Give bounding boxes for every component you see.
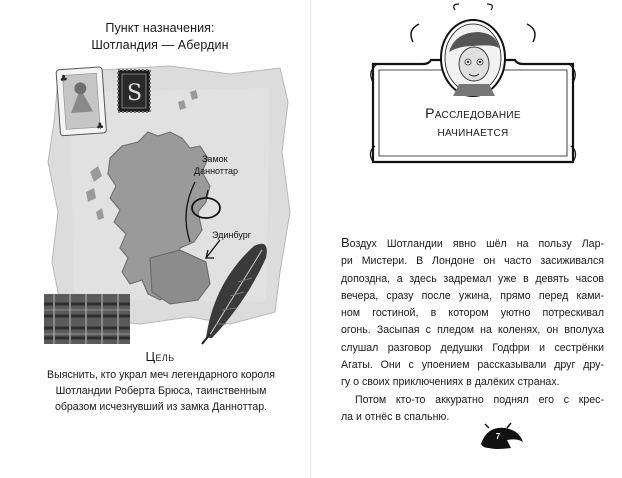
map-label-castle: Замок: [202, 154, 228, 164]
svg-text:♣: ♣: [95, 121, 105, 133]
text-line: ном гостиной, в котором уютно потрескивал: [341, 307, 604, 320]
map-label-castle: Данноттар: [194, 166, 239, 176]
text-line: Агаты. Они с упоением рассказывали друг дру-: [341, 359, 604, 372]
tartan-plaid: [44, 294, 130, 344]
chapter-title-line: начинается: [437, 123, 509, 139]
text-line: огонь. Засыпая с пледом на коленях, он вполуха: [341, 324, 604, 337]
page-number: 7: [495, 432, 501, 441]
stamp: [118, 70, 150, 112]
paragraph: [341, 392, 604, 427]
goal-text-line: образом исчезнувший из замка Даннoттар.: [54, 401, 268, 413]
king-card: [56, 67, 106, 136]
destination-title-line: Пункт назначения:: [105, 21, 215, 35]
chapter-title: [393, 104, 553, 140]
map-collage: [30, 62, 295, 352]
destination-title: [60, 20, 260, 54]
drop-cap: В: [341, 235, 350, 250]
destination-title-line: Шотландия — Абердин: [91, 38, 229, 52]
text-line: вечера, сразу после ужина, прямо перед ками-: [341, 289, 604, 302]
goal-text-line: Шотландии Роберта Брюса, таинственным: [55, 385, 267, 397]
goal-text: [25, 367, 297, 415]
text-line-content: оздух Шотландии явно шёл на пользу Лар-: [349, 238, 604, 250]
text-line: допоздна, а здесь задремал уже в девять часов: [341, 272, 604, 285]
chapter-title-line: Расследование: [425, 105, 521, 121]
text-line: ла и отнёс в спальню.: [341, 410, 450, 423]
text-line: [341, 234, 604, 253]
goal-title: Цель: [145, 349, 175, 364]
text-line: Потом кто-то аккуратно поднял его с крес-: [355, 393, 604, 406]
chapter-frame: [363, 2, 583, 172]
text-line: ри Мистери. В Лондоне он часто засиживался: [341, 255, 604, 268]
text-line: слушал разговор дедушки Годфри и сестрёнки: [341, 341, 604, 354]
text-line: гу о своих приключениях в далёких странах.: [341, 376, 560, 389]
paragraph: [341, 234, 604, 392]
goal-text-line: Выяснить, кто украл меч легендарного короля: [47, 369, 275, 381]
svg-text:S: S: [127, 81, 143, 106]
chapter-body: [341, 234, 604, 426]
svg-text:♣: ♣: [59, 74, 69, 85]
right-page: [311, 0, 622, 478]
map-label-city: Эдинбург: [212, 230, 252, 240]
